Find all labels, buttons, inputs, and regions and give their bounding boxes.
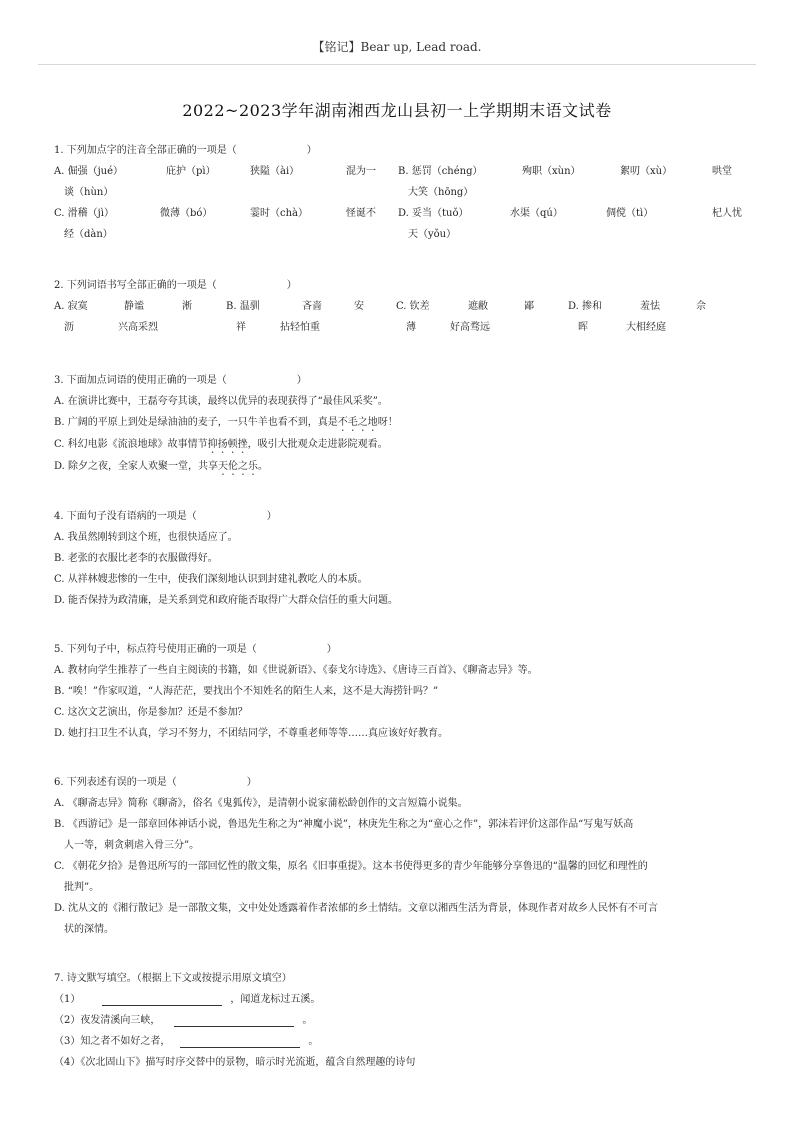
option-a[interactable]: A. 在演讲比赛中，王磊夸夸其谈，最终以优异的表现获得了“最佳风采奖”。	[54, 396, 388, 407]
option-b[interactable]: B. 惩罚（chéng） 殉职（xùn） 絮叨（xù） 哄堂 大笑（hōng）	[398, 166, 732, 198]
page-header: 【铭记】Bear up, Lead road.	[312, 40, 482, 54]
question-7	[54, 968, 744, 1073]
dotted-phrase: 抑扬顿挫	[207, 439, 248, 450]
option-b[interactable]: B. 温驯 吝啬 安 祥 拈轻怕重	[226, 301, 364, 333]
option-d[interactable]: D. 能否保持为政清廉，是关系到党和政府能否取得广大群众信任的重大问题。	[54, 595, 399, 606]
fill-item-1: （1） ，闻道龙标过五溪。	[54, 994, 321, 1005]
question-6	[54, 772, 744, 940]
option-d[interactable]: D. 她打扫卫生不认真，学习不努力，不团结同学，不尊重老师等等……真应该好好教育。	[54, 728, 449, 739]
option-d[interactable]: D. 沈从文的《湘行散记》是一部散文集，文中处处透露着作者浓郁的乡土情结。文章以湘西生活为背景，体现作者对故乡人民怀有不可言 状的深情。	[54, 903, 659, 935]
question-stem: 6. 下列表述有误的一项是（ ）	[54, 777, 257, 788]
question-stem: 4. 下面句子没有语病的一项是（ ）	[54, 511, 277, 522]
option-c[interactable]: C. 《朝花夕拾》是鲁迅所写的一部回忆性的散文集，原名《旧事重提》。这本书使得更多的青少年能够分享鲁迅的“温馨的回忆和理性的 批判”。	[54, 861, 648, 893]
fill-blank[interactable]	[180, 1035, 300, 1048]
option-a[interactable]: A. 倔强（jué） 庇护（pì） 狭隘（ài） 混为一 谈（hùn）	[54, 166, 376, 198]
option-a[interactable]: A. 我虽然刚转到这个班，也很快适应了。	[54, 532, 238, 543]
option-a[interactable]: A. 教材向学生推荐了一些自主阅读的书籍，如《世说新语》、《泰戈尔诗选》、《唐诗三百首》、《聊斋志异》等。	[54, 665, 538, 676]
option-c[interactable]: C. 这次文艺演出，你是参加？还是不参加？	[54, 707, 248, 718]
option-d[interactable]: D. 除夕之夜，全家人欢聚一堂，共享天伦之乐。	[54, 461, 269, 472]
option-b[interactable]: B. 广阔的平原上到处是绿油油的麦子，一只牛羊也看不到，真是不毛之地呀！	[54, 417, 398, 428]
options-row-cd	[54, 203, 744, 245]
fill-blank[interactable]	[102, 993, 222, 1006]
question-1	[54, 140, 744, 245]
option-d[interactable]: D. 掺和 羞怯 佘 晖 大相经庭	[568, 301, 706, 333]
exam-title: 2022~2023学年湖南湘西龙山县初一上学期期末语文试卷	[182, 101, 612, 120]
option-c[interactable]: C. 滑稽（jì） 微薄（bó） 霎时（chà） 怪诞不 经（dàn）	[54, 208, 376, 240]
option-b[interactable]: B. 老张的衣服比老李的衣服做得好。	[54, 553, 218, 564]
question-stem: 7. 诗文默写填空。（根据上下文或按提示用原文填空）	[54, 973, 292, 984]
options-row	[54, 296, 744, 338]
question-stem: 2. 下列词语书写全部正确的一项是（ ）	[54, 280, 297, 291]
question-2	[54, 275, 744, 338]
dotted-phrase: 不毛之地	[337, 417, 378, 428]
option-c[interactable]: C. 从祥林嫂悲惨的一生中，使我们深刻地认识到封建礼教吃人的本质。	[54, 574, 368, 585]
question-stem: 1. 下列加点字的注音全部正确的一项是（ ）	[54, 145, 317, 156]
question-stem: 3. 下面加点词语的使用正确的一项是（ ）	[54, 375, 307, 386]
fill-item-3: （3）知之者不如好之者， 。	[54, 1036, 319, 1047]
option-a[interactable]: A. 寂寞 静谧 淅 沥 兴高采烈	[54, 301, 192, 333]
header-divider	[38, 64, 756, 65]
option-b[interactable]: B. 《西游记》是一部章回体神话小说，鲁迅先生称之为“神魔小说”，林庚先生称之为“童心之作”，郭沫若评价这部作品“写鬼写妖高 人一等，刺贪刺虐入骨三分”。	[54, 819, 634, 851]
options-row-ab	[54, 161, 744, 203]
question-4	[54, 506, 744, 611]
exam-content	[54, 140, 744, 1101]
option-b[interactable]: B. “唉！”作家叹道，“人海茫茫，要找出个不知姓名的陌生人来，这不是大海捞针吗？”	[54, 686, 439, 697]
option-d[interactable]: D. 妥当（tuǒ） 水渠（qú） 倜傥（tì） 杞人忧 天（yǒu）	[398, 208, 742, 240]
dotted-phrase: 天伦之乐	[218, 461, 259, 472]
option-a[interactable]: A. 《聊斋志异》简称《聊斋》，俗名《鬼狐传》，是清朝小说家蒲松龄创作的文言短篇小说集。	[54, 798, 468, 809]
option-c[interactable]: C. 钦差 遮敝 鄙 薄 好高骛远	[396, 301, 534, 333]
option-c[interactable]: C. 科幻电影《流浪地球》故事情节抑扬顿挫，吸引大批观众走进影院观看。	[54, 439, 388, 450]
fill-item-2: （2）夜发清溪向三峡， 。	[54, 1015, 313, 1026]
question-stem: 5. 下列句子中，标点符号使用正确的一项是（ ）	[54, 644, 337, 655]
fill-item-4: （4）《次北固山下》描写时序交替中的景物，暗示时光流逝，蕴含自然理趣的诗句	[54, 1057, 416, 1068]
fill-blank[interactable]	[174, 1014, 294, 1027]
question-5	[54, 639, 744, 744]
question-3	[54, 370, 744, 478]
